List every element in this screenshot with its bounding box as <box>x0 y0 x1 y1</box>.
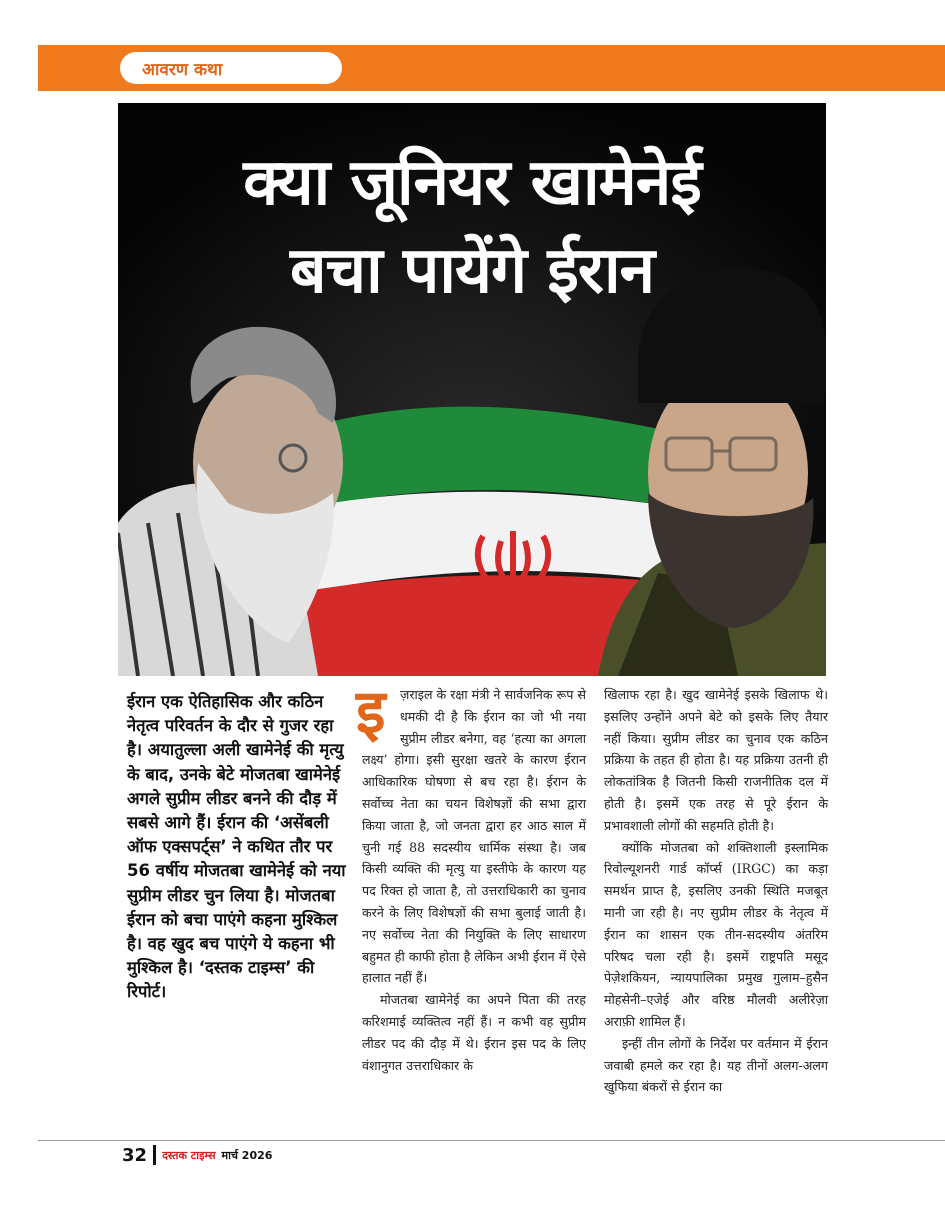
body-paragraph: इन्हीं तीन लोगों के निर्देश पर वर्तमान में ईरान जवाबी हमले कर रहा है। यह तीनों अलग-अलग खुफिया बंकरों से ईरान का <box>604 1035 828 1095</box>
headline-line-1: क्या जूनियर खामेनेई <box>243 146 701 220</box>
headline-line-2: बचा पायेंगे ईरान <box>289 234 655 308</box>
section-label: आवरण कथा <box>120 52 342 84</box>
body-paragraph: क्योंकि मोजतबा को शक्तिशाली इस्लामिक रिवोल्यूशनरी गार्ड कॉर्प्स (IRGC) का कड़ा समर्थन प्राप्त है, इसलिए उनकी स्थिति मजबूत मानी जा रही है। नए सुप्रीम लीडर के नेतृत्व में ईरान का शासन एक तीन-सदस्यीय अंतरिम परिषद चला रही है। इसमें राष्ट्रपति मसूद पेज़ेशकियन, न्यायपालिका प्रमुख गुलाम–हुसैन मोहसेनी–एजेई और वरिष्ठ मौलवी अलीरेज़ा अराफ़ी शामिल हैं। <box>604 839 828 1029</box>
issue-date: मार्च 2026 <box>221 1148 273 1162</box>
drop-cap: इ <box>356 677 386 747</box>
page-number: 32 <box>122 1144 148 1166</box>
body-paragraph: मोजतबा खामेनेई का अपने पिता की तरह करिशमाई व्यक्तित्व नहीं हैं। न कभी वह सुप्रीम लीडर पद की दौड़ में थे। ईरान इस पद के लिए वंशानुगत उत्तराधिकार के <box>362 992 586 1073</box>
standfirst: ईरान एक ऐतिहासिक और कठिन नेतृत्व परिवर्तन के दौर से गुजर रहा है। अयातुल्ला अली खामेनेई की मृत्यु के बाद, उनके बेटे मोजतबा खामेनेई अगले सुप्रीम लीडर बनने की दौड़ में सबसे आगे हैं। ईरान की ‘असेंबली ऑफ एक्सपर्ट्स’ ने कथित तौर पर 56 वर्षीय मोजतबा खामेनेई को नया सुप्रीम लीडर चुन लिया है। मोजतबा ईरान को बचा पाएंगे कहना मुश्किल है। वह खुद बच पाएंगे ये कहना भी मुश्किल है। ‘दस्तक टाइम्स’ की रिपोर्ट। <box>127 692 346 1002</box>
body-column-2 <box>604 684 828 1098</box>
body-column-1 <box>356 677 586 1076</box>
masthead-logo: दस्तक टाइम्स <box>162 1148 216 1162</box>
footer-divider <box>38 1140 945 1141</box>
hero-image <box>118 103 826 676</box>
footer-separator <box>153 1145 156 1165</box>
body-paragraph: ज़राइल के रक्षा मंत्री ने सार्वजनिक रूप से धमकी दी है कि ईरान का जो भी नया सुप्रीम लीडर बनेगा, वह ‘हत्या का अगला लक्ष्य’ होगा। इसी सुरक्षा खतरे के कारण ईरान आधिकारिक घोषणा से बच रहा है। ईरान के सर्वोच्च नेता का चयन विशेषज्ञों की सभा द्वारा किया जाता है, जो जनता द्वारा हर आठ साल में चुनी गई 88 सदस्यीय धार्मिक संस्था है। जब किसी व्यक्ति की मृत्यु या इस्तीफे के कारण यह पद रिक्त हो जाता है, तो उत्तराधिकारी का चुनाव करने के लिए विशेषज्ञों की सभा बुलाई जाती है। नए सर्वोच्च नेता की नियुक्ति के लिए साधारण बहुमत ही काफी होता है लेकिन अभी ईरान में ऐसे हालात नहीं हैं। <box>362 687 586 986</box>
body-paragraph: खिलाफ रहा है। खुद खामेनेई इसके खिलाफ थे। इसलिए उन्होंने अपने बेटे को इसके लिए तैयार नहीं किया। सुप्रीम लीडर का चुनाव एक कठिन प्रक्रिया के तहत ही होता है। यह प्रक्रिया उतनी ही लोकतांत्रिक है जितनी किसी राजनीतिक दल में होती है। इसमें एक तरह से पूरे ईरान के प्रभावशाली लोगों की सहमति होती है। <box>604 687 828 833</box>
page-footer <box>122 1143 272 1167</box>
headline <box>118 139 826 315</box>
